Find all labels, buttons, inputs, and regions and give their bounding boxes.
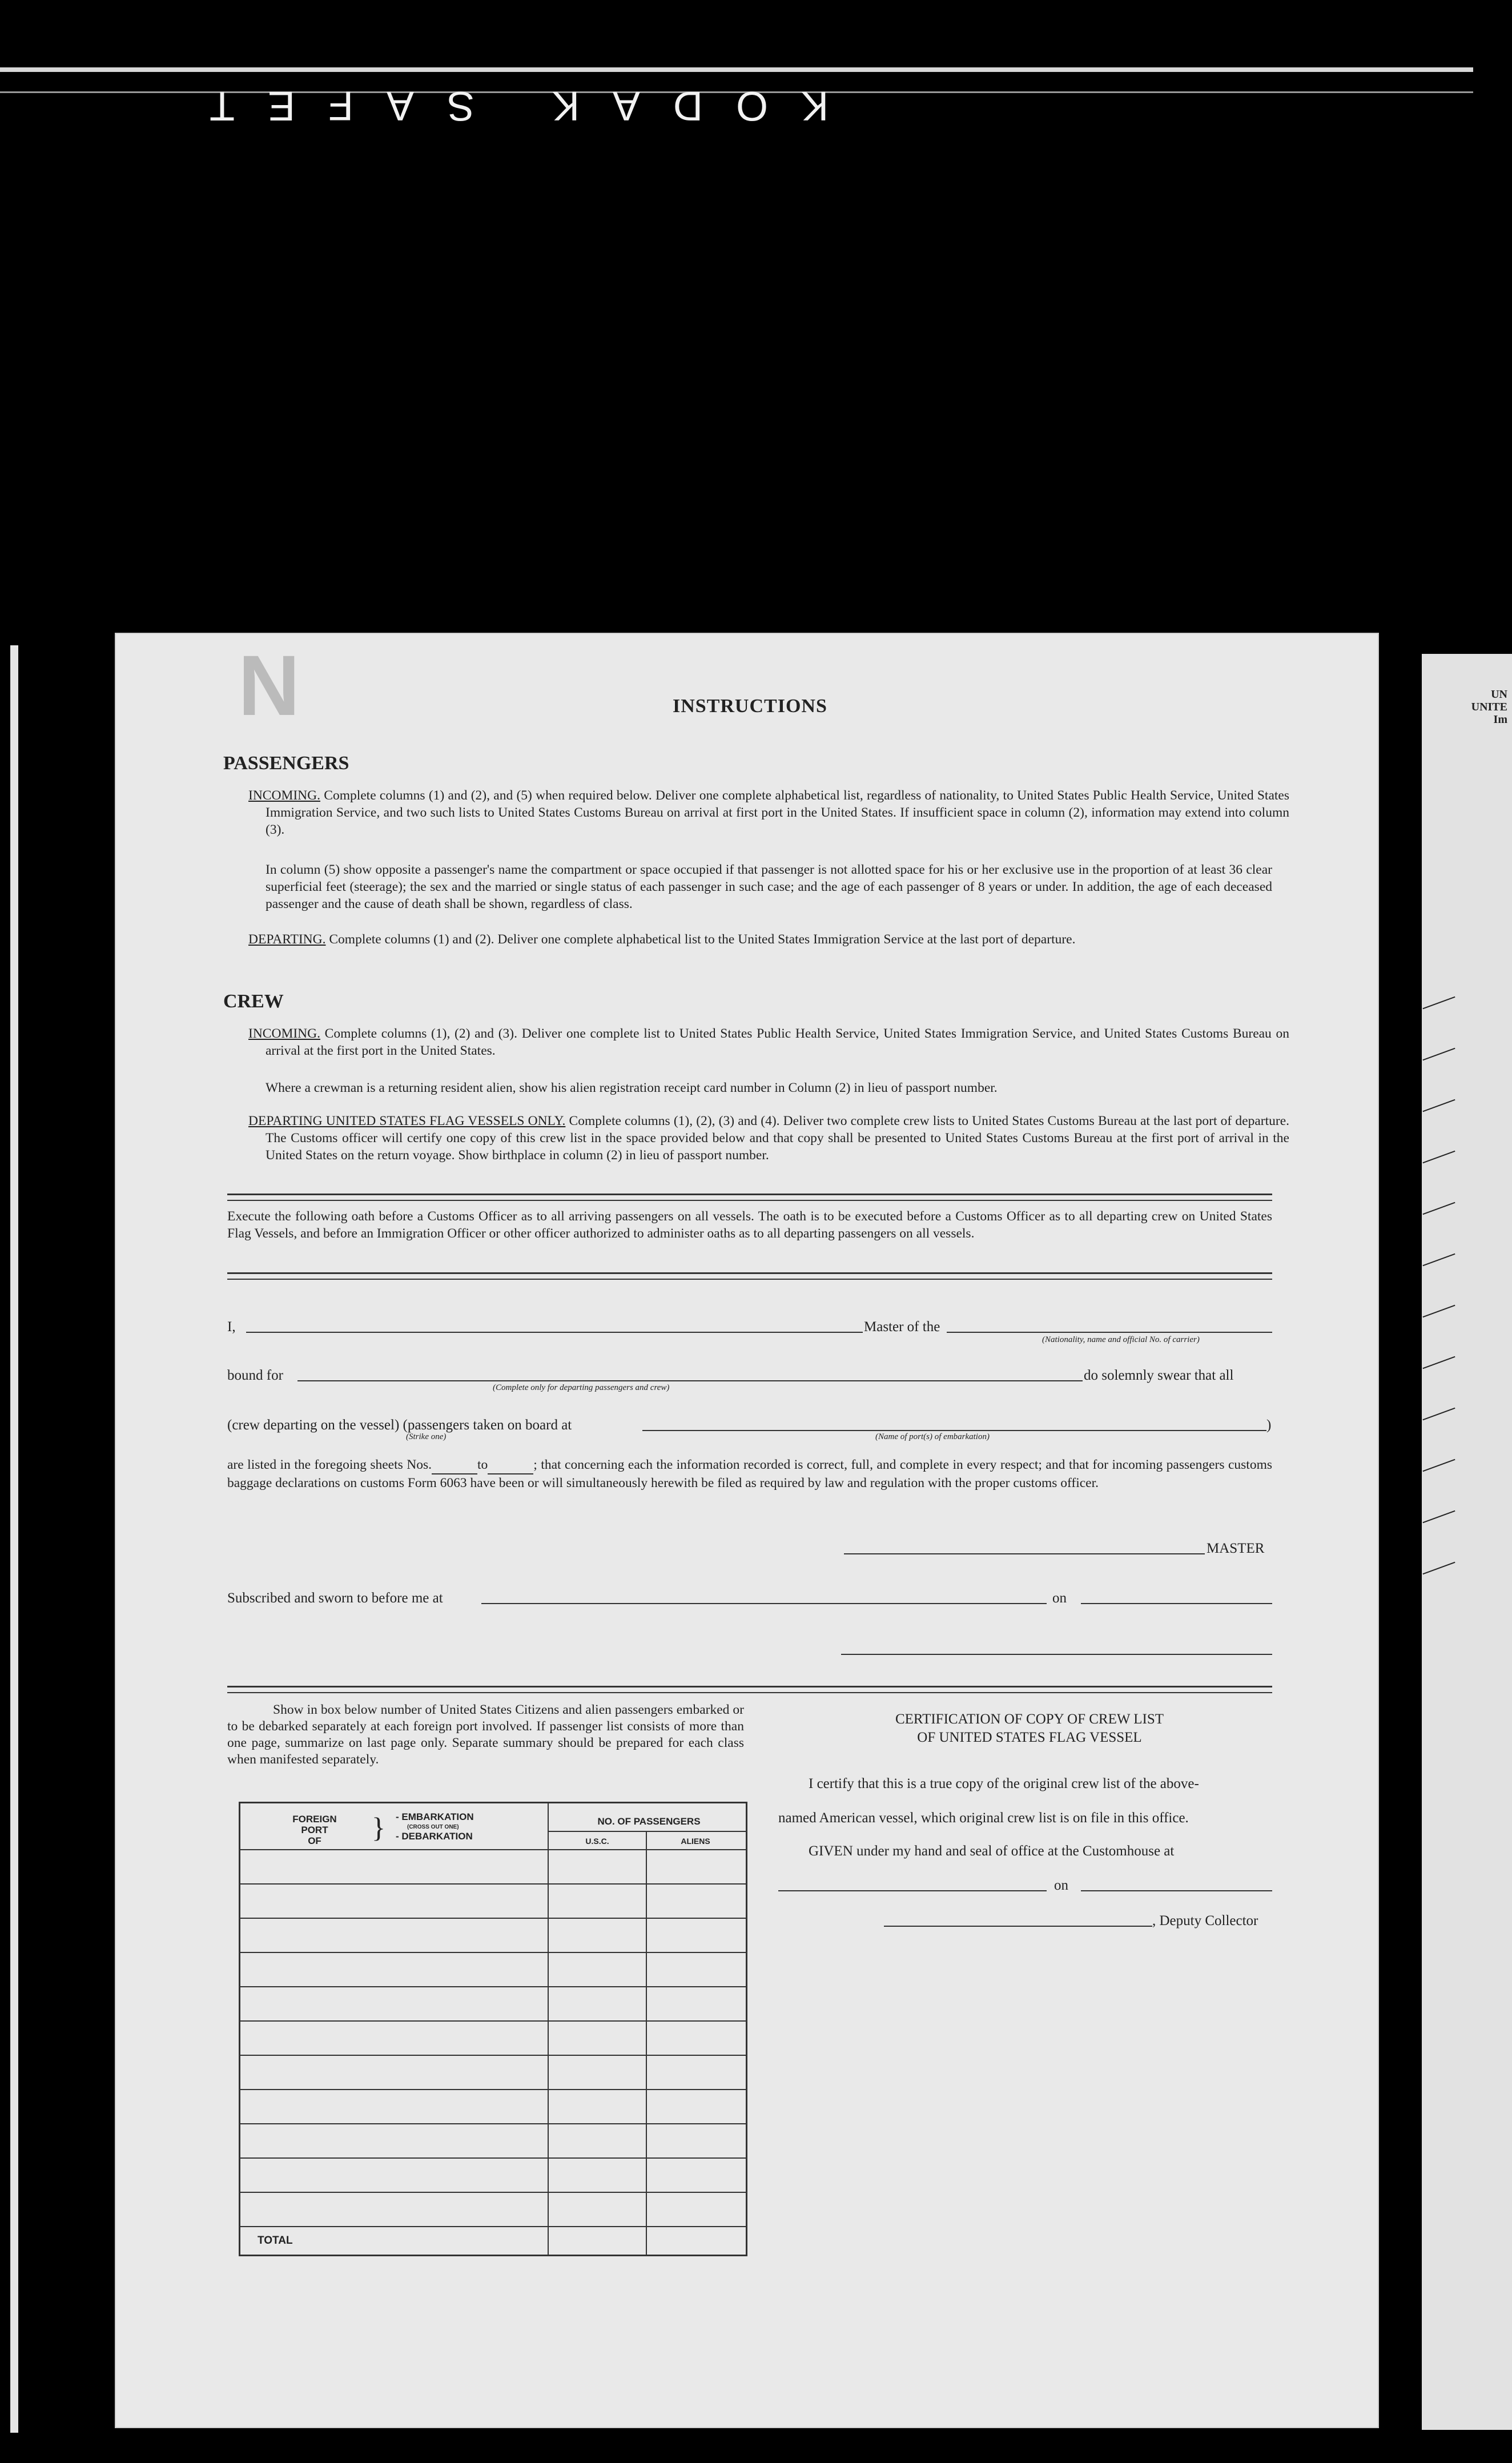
master-label: MASTER <box>1207 1541 1265 1556</box>
listed-sheets-text-continued: ; that concerning each the information recorded is correct, full, and complete in every respect; and that for incoming passengers customs baggage declarations on customs Form 6063 have been or will simultaneously herewith be filed as required by law and regulation with the proper customs officer. <box>227 1457 1272 1490</box>
cross-out-one-note: (CROSS OUT ONE) <box>407 1824 459 1830</box>
brace-glyph: } <box>372 1811 385 1843</box>
adjacent-header-line: Im <box>1493 713 1507 726</box>
embarkation-port-field[interactable] <box>642 1430 1266 1431</box>
sworn-date-field[interactable] <box>1081 1603 1272 1604</box>
listed-sheets-paragraph <box>227 1456 1272 1492</box>
faint-stamp-letter: N <box>238 637 300 733</box>
adjacent-page-header <box>1445 688 1507 726</box>
passengers-count-header: NO. OF PASSENGERS <box>597 1816 701 1827</box>
bound-for-label: bound for <box>227 1368 283 1383</box>
carrier-field-hint: (Nationality, name and official No. of carrier) <box>1042 1335 1200 1344</box>
foreign-port-header-line: FOREIGN <box>292 1814 337 1825</box>
certification-text-1: I certify that this is a true copy of the original crew list of the above- <box>809 1776 1199 1791</box>
film-edge-text: KODAK SAFET <box>176 83 829 128</box>
certification-text-3: GIVEN under my hand and seal of office at the Customhouse at <box>809 1843 1175 1859</box>
master-of-label: Master of the <box>864 1319 940 1335</box>
embarkation-option[interactable]: - EMBARKATION <box>396 1811 474 1822</box>
sworn-location-field[interactable] <box>481 1603 1047 1604</box>
table-row-divider <box>240 2020 746 2022</box>
customhouse-field[interactable] <box>778 1890 1047 1891</box>
table-row-divider <box>240 2089 746 2090</box>
crew-incoming-label: INCOMING. <box>248 1026 320 1041</box>
crew-departing-paragraph <box>248 1112 1289 1164</box>
foreign-port-header-line: PORT <box>301 1825 328 1835</box>
crew-departing-label: DEPARTING UNITED STATES FLAG VESSELS ONLY. <box>248 1114 566 1128</box>
table-column-divider <box>646 1832 647 2255</box>
usc-header: U.S.C. <box>585 1837 609 1846</box>
table-row-divider <box>240 2192 746 2193</box>
debarkation-option[interactable]: - DEBARKATION <box>396 1831 473 1842</box>
strike-one-hint: (Strike one) <box>406 1432 447 1441</box>
deputy-collector-label: , Deputy Collector <box>1152 1913 1258 1928</box>
passengers-incoming-paragraph <box>248 787 1289 838</box>
oath-i-label: I, <box>227 1319 236 1335</box>
passengers-incoming-label: INCOMING. <box>248 788 320 803</box>
certification-text-2: named American vessel, which original crew list is on file in this office. <box>778 1810 1189 1826</box>
passengers-heading: PASSENGERS <box>223 753 349 774</box>
sheet-from-field[interactable] <box>432 1456 477 1474</box>
sheet-to-field[interactable] <box>488 1456 533 1474</box>
certification-date-field[interactable] <box>1081 1890 1272 1891</box>
table-row-divider <box>240 1849 746 1850</box>
officer-signature-field[interactable] <box>841 1654 1272 1655</box>
crew-departing-text: Complete columns (1), (2), (3) and (4). Deliver two complete crew lists to United States Customs Bureau at the last port of departure. The Customs officer will certify one copy of this crew list in the space provided below and that copy shall be presented to United States Customs Bureau at the first port of arrival in the United States on the return voyage. Show birthplace in column (2) in lieu of passport number. <box>266 1114 1289 1163</box>
crew-incoming-paragraph <box>248 1025 1289 1059</box>
page-title: INSTRUCTIONS <box>673 696 827 717</box>
on-label: on <box>1052 1590 1067 1606</box>
oath-instructions: Execute the following oath before a Customs Officer as to all arriving passengers on all vessels. The oath is to be executed before a Customs Officer as to all departing crew on United States Flag Vessels, and before an Immigration Officer or other officer authorized to administer oaths as to all departing passengers on all vessels. <box>227 1209 1272 1241</box>
divider <box>227 1194 1272 1201</box>
passengers-departing-paragraph <box>248 931 1289 948</box>
table-row-divider <box>240 1918 746 1919</box>
passenger-summary-table <box>239 1802 747 2256</box>
listed-to-text: to <box>477 1457 488 1472</box>
film-edge-strip <box>0 67 1473 72</box>
table-row-divider <box>240 1952 746 1953</box>
table-row-divider <box>240 2226 746 2227</box>
deputy-signature-field[interactable] <box>884 1926 1152 1927</box>
table-row-divider <box>240 1883 746 1885</box>
passengers-column5-paragraph: In column (5) show opposite a passenger's name the compartment or space occupied if that passenger is not allotted space for his or her exclusive use in the proportion of at least 36 clear superficial feet (steerage); the sex and the married or single status of each passenger in such case; and the age of each passenger of 8 years or under. In addition, the age of each deceased passenger and the cause of death shall be shown, regardless of class. <box>266 862 1272 911</box>
passengers-departing-label: DEPARTING. <box>248 932 326 947</box>
certification-on-label: on <box>1054 1878 1068 1893</box>
passengers-incoming-text: Complete columns (1) and (2), and (5) when required below. Deliver one complete alphabetical list, regardless of nationality, to United States Public Health Service, United States Immigration Service, and two such lists to United States Customs Bureau on arrival at first port in the United States. If insufficient space in column (2), information may extend into column (3). <box>266 788 1289 837</box>
divider <box>227 1272 1272 1280</box>
total-row-label: TOTAL <box>258 2235 293 2247</box>
table-row-divider <box>240 2123 746 2124</box>
table-row-divider <box>240 2055 746 2056</box>
destination-field[interactable] <box>297 1380 1083 1381</box>
divider <box>227 1686 1272 1693</box>
adjacent-header-line: UN <box>1491 688 1507 701</box>
subscribed-label: Subscribed and sworn to before me at <box>227 1590 443 1606</box>
crew-resident-paragraph: Where a crewman is a returning resident alien, show his alien registration receipt card number in Column (2) in lieu of passport number. <box>266 1080 998 1095</box>
aliens-header: ALIENS <box>681 1837 710 1846</box>
table-row-divider <box>240 2157 746 2159</box>
passengers-departing-text: Complete columns (1) and (2). Deliver one complete alphabetical list to the United States Immigration Service at the last port of departure. <box>325 932 1076 947</box>
foreign-port-header-line: OF <box>308 1835 321 1846</box>
left-page-edge <box>10 645 18 2433</box>
close-paren: ) <box>1266 1417 1272 1433</box>
form-page <box>116 634 1378 2427</box>
table-header-divider <box>548 1831 746 1832</box>
summary-instructions: Show in box below number of United States Citizens and alien passengers embarked or to be debarked separately at each foreign port involved. If passenger list consists of more than one page, summarize on last page only. Separate summary should be prepared for each class when manifested separately. <box>227 1702 744 1767</box>
certification-title-line: CERTIFICATION OF COPY OF CREW LIST <box>895 1711 1164 1727</box>
swear-label: do solemnly swear that all <box>1084 1368 1234 1383</box>
listed-sheets-text: are listed in the foregoing sheets Nos. <box>227 1457 432 1472</box>
master-name-field[interactable] <box>246 1332 863 1333</box>
adjacent-header-line: UNITE <box>1471 701 1507 713</box>
foreign-port-header <box>283 1814 346 1846</box>
crew-passengers-label: (crew departing on the vessel) (passengers taken on board at <box>227 1417 572 1433</box>
certification-title <box>852 1710 1207 1747</box>
carrier-field[interactable] <box>947 1332 1272 1333</box>
embarkation-port-hint: (Name of port(s) of embarkation) <box>875 1432 990 1441</box>
master-signature-field[interactable] <box>844 1553 1205 1554</box>
crew-incoming-text: Complete columns (1), (2) and (3). Deliver one complete list to United States Public Health Service, United States Immigration Service, and United States Customs Bureau on arrival at the first port in the United States. <box>266 1026 1289 1058</box>
adjacent-page <box>1422 654 1512 2430</box>
certification-title-line: OF UNITED STATES FLAG VESSEL <box>917 1730 1142 1745</box>
table-column-divider <box>548 1803 549 2255</box>
destination-field-hint: (Complete only for departing passengers and crew) <box>493 1383 670 1392</box>
crew-heading: CREW <box>223 991 284 1012</box>
table-row-divider <box>240 1986 746 1987</box>
